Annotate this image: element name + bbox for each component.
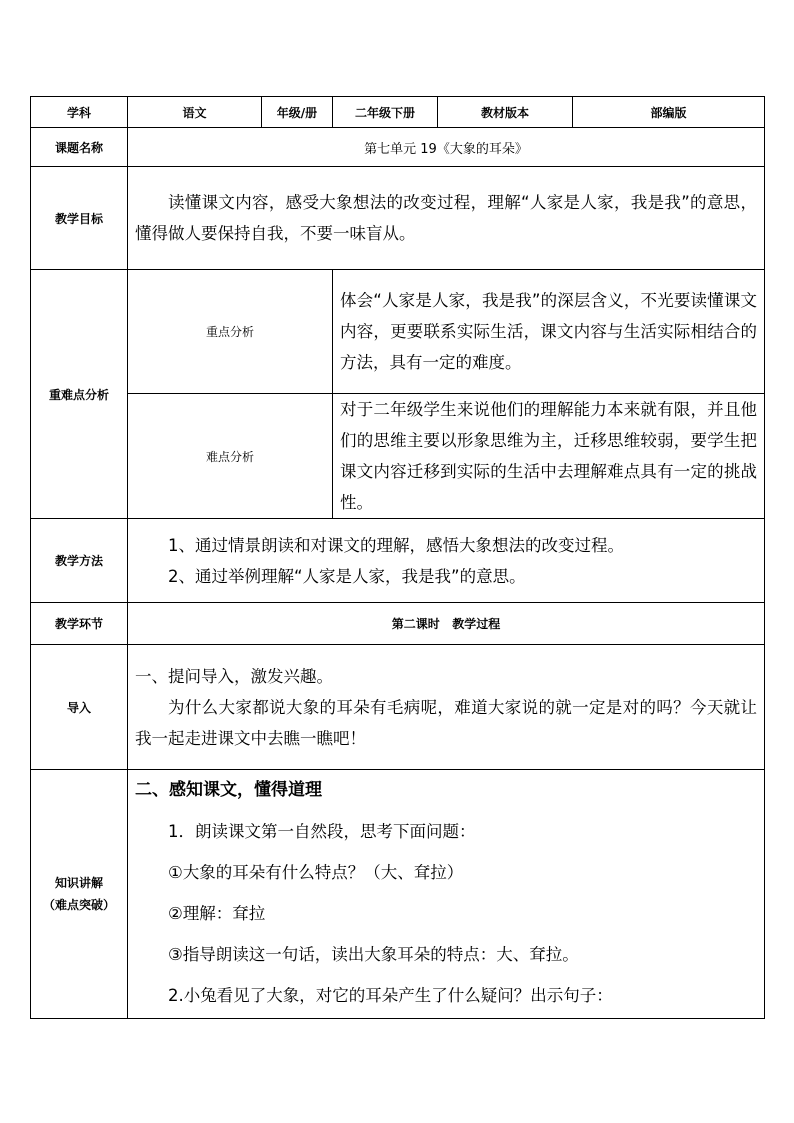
subject-value: 语文: [128, 97, 262, 128]
knowledge-label-line2: （难点突破）: [42, 898, 115, 912]
intro-text: 为什么大家都说大象的耳朵有毛病呢，难道大家说的就一定是对的吗？今天就让我一起走进课文中去瞧一瞧吧！: [135, 697, 757, 748]
knowledge-line: ①大象的耳朵有什么特点？（大、耷拉）: [168, 863, 464, 882]
key-analysis-text: 体会“人家是人家，我是我”的深层含义，不光要读懂课文内容，更要联系实际生活，课文内容与生活实际相结合的方法，具有一定的难度。: [333, 270, 765, 394]
method-item: 1、通过情景朗读和对课文的理解，感悟大象想法的改变过程。: [168, 535, 624, 555]
edition-value: 部编版: [573, 97, 765, 128]
method-item: 2、通过举例理解“人家是人家，我是我”的意思。: [168, 566, 526, 586]
analysis-label: 重难点分析: [31, 270, 128, 519]
grade-value: 二年级下册: [333, 97, 438, 128]
header-row: [31, 97, 765, 128]
method-label: 教学方法: [31, 519, 128, 603]
key-analysis-row: [31, 270, 765, 394]
knowledge-content: [128, 770, 765, 1019]
process-row: [31, 603, 765, 645]
method-row: [31, 519, 765, 603]
difficult-analysis-text: 对于二年级学生来说他们的理解能力本来就有限，并且他们的思维主要以形象思维为主，迁移思维较弱，要学生把课文内容迁移到实际的生活中去理解难点具有一定的挑战性。: [333, 394, 765, 519]
knowledge-line: ③指导朗读这一句话，读出大象耳朵的特点：大、耷拉。: [168, 945, 579, 964]
knowledge-row: [31, 770, 765, 1019]
process-title: 第二课时 教学过程: [128, 603, 765, 645]
intro-row: [31, 645, 765, 770]
process-label: 教学环节: [31, 603, 128, 645]
grade-label: 年级/册: [262, 97, 333, 128]
goal-label: 教学目标: [31, 167, 128, 270]
knowledge-heading: 二、感知课文，懂得道理: [135, 780, 322, 800]
lesson-title: 第七单元 19《大象的耳朵》: [128, 128, 765, 167]
method-content: [128, 519, 765, 603]
knowledge-line: ②理解：耷拉: [168, 904, 266, 923]
goal-text: 读懂课文内容，感受大象想法的改变过程，理解“人家是人家，我是我”的意思，懂得做人要保持自我，不要一味盲从。: [128, 167, 765, 270]
lesson-label: 课题名称: [31, 128, 128, 167]
knowledge-label-line1: 知识讲解: [54, 876, 103, 890]
lesson-plan-table: [30, 96, 765, 1019]
knowledge-label: [31, 770, 128, 1019]
intro-heading: 一、提问导入，激发兴趣。: [135, 666, 333, 686]
edition-label: 教材版本: [438, 97, 573, 128]
lesson-row: [31, 128, 765, 167]
goal-row: [31, 167, 765, 270]
knowledge-line: 1．朗读课文第一自然段，思考下面问题：: [168, 822, 476, 841]
knowledge-line: 2.小兔看见了大象，对它的耳朵产生了什么疑问？出示句子：: [168, 986, 613, 1005]
intro-label: 导入: [31, 645, 128, 770]
subject-label: 学科: [31, 97, 128, 128]
intro-content: [128, 645, 765, 770]
key-analysis-label: 重点分析: [128, 270, 333, 394]
difficult-analysis-label: 难点分析: [128, 394, 333, 519]
difficult-analysis-row: [31, 394, 765, 519]
